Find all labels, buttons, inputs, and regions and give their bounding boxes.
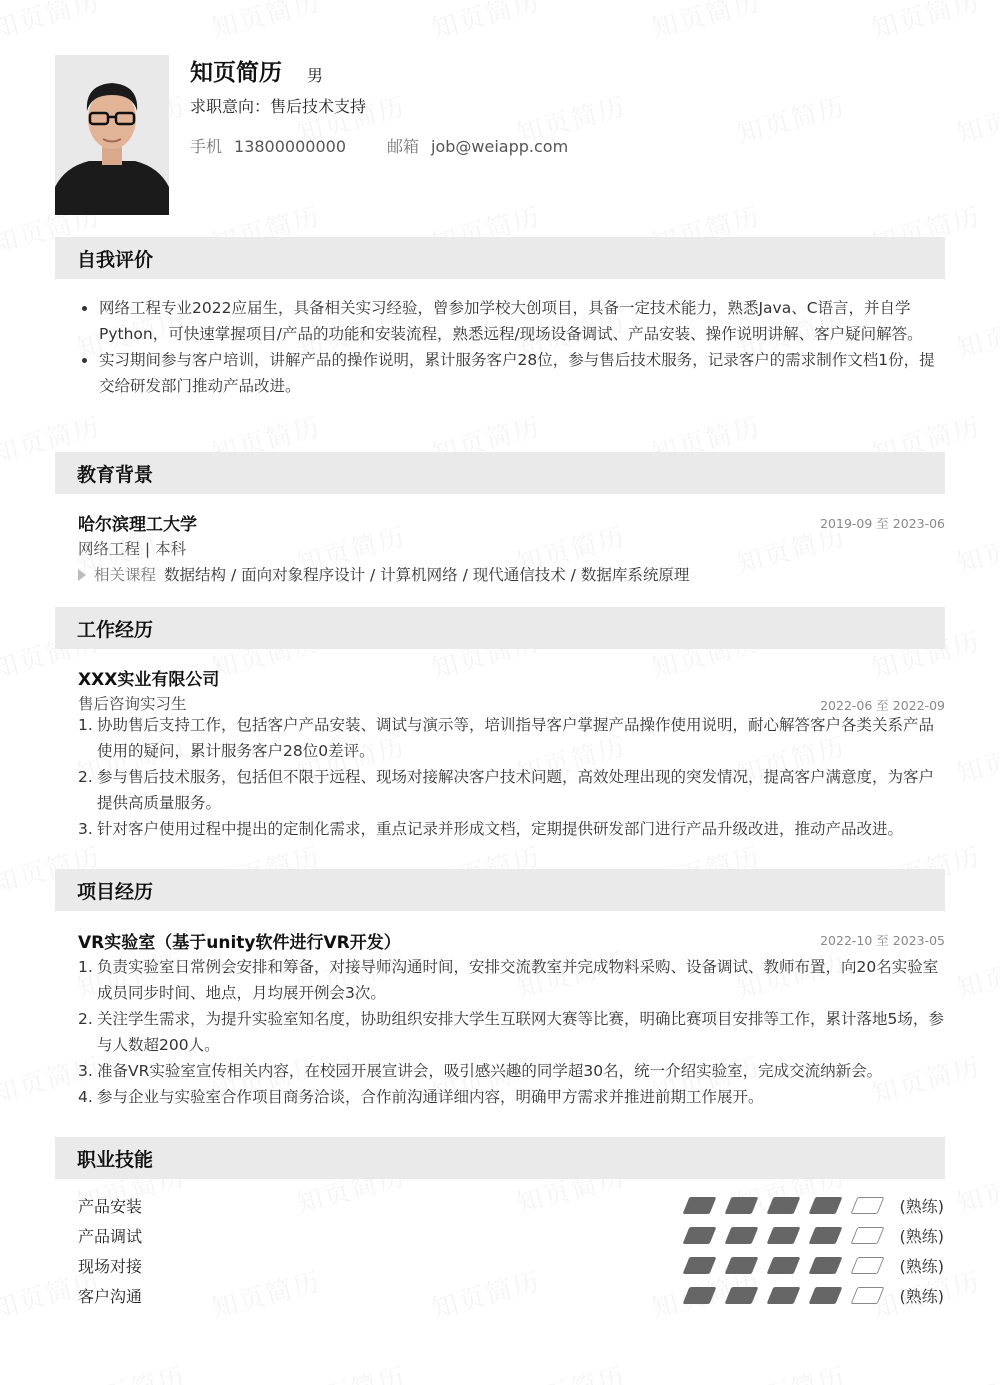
work-date: 2022-06 至 2022-09 [820, 698, 945, 713]
watermark-text [952, 301, 1000, 366]
item-text: 准备VR实验室宣传相关内容，在校园开展宣讲会，吸引感兴趣的同学超30名，统一介绍实验室，完成交流纳新会。 [97, 1062, 883, 1080]
item-text: 负责实验室日常例会安排和筹备，对接导师沟通时间，安排交流教室并完成物料采购、设备调试、教师布置，向20名实验室成员同步时间、地点，月均展开例会3次。 [97, 958, 939, 1002]
person-avatar-icon [55, 55, 169, 215]
profile-photo [55, 55, 169, 215]
watermark-text [207, 0, 325, 46]
skill-level-label: (熟练) [899, 1227, 944, 1246]
skill-bar-filled [809, 1287, 843, 1304]
skill-level-label: (熟练) [899, 1197, 944, 1216]
skill-bar-filled [767, 1257, 801, 1274]
watermark-text [427, 0, 545, 46]
item-text: 参与售后技术服务，包括但不限于远程、现场对接解决客户技术问题，高效处理出现的突发情况，提高客户满意度，为客户提供高质量服务。 [97, 768, 935, 812]
watermark-text [952, 1356, 1000, 1385]
skill-bar-filled [683, 1197, 717, 1214]
skill-name: 现场对接 [78, 1257, 143, 1276]
section-title: 项目经历 [77, 881, 154, 903]
candidate-name: 知页简历 [190, 60, 282, 86]
job-intent [190, 94, 366, 117]
work-duty-list [78, 712, 946, 842]
email-label: 邮箱 [387, 137, 420, 156]
skill-row [78, 1222, 944, 1248]
skill-bar-empty [851, 1197, 885, 1214]
item-number: 2. [78, 1010, 93, 1028]
item-number: 1. [78, 958, 93, 976]
skill-bar-filled [725, 1197, 759, 1214]
skill-level-bars [678, 1227, 878, 1245]
section-header-self-eval [55, 237, 945, 279]
skill-bar-filled [809, 1227, 843, 1244]
skill-name: 客户沟通 [78, 1287, 143, 1306]
watermark-text [867, 0, 985, 46]
item-text: 关注学生需求，为提升实验室知名度，协助组织安排大学生互联网大赛等比赛，明确比赛项目安排等工作，累计落地5场，参与人数超200人。 [97, 1010, 944, 1054]
contact-email [387, 134, 568, 157]
skill-level-bars [678, 1197, 878, 1215]
skill-name: 产品调试 [78, 1227, 143, 1246]
project-name: VR实验室（基于unity软件进行VR开发） [78, 933, 401, 953]
skill-bar-filled [809, 1197, 843, 1214]
triangle-right-icon [78, 569, 86, 581]
section-title: 教育背景 [77, 464, 154, 486]
watermark-text [732, 86, 850, 151]
project-date: 2022-10 至 2023-05 [820, 933, 945, 948]
contact-phone [190, 134, 346, 157]
list-item [78, 764, 946, 816]
skill-level-bars [678, 1287, 878, 1305]
education-major: 网络工程 | 本科 [78, 540, 187, 558]
item-number: 2. [78, 768, 93, 786]
section-header-education [55, 452, 945, 494]
list-item [78, 1084, 946, 1110]
section-header-work [55, 607, 945, 649]
job-intent-label: 求职意向： [190, 97, 271, 116]
watermark-text [952, 1156, 1000, 1221]
skill-level-label: (熟练) [899, 1287, 944, 1306]
list-item [78, 954, 946, 1006]
company-name: XXX实业有限公司 [78, 670, 220, 690]
section-title: 工作经历 [77, 619, 154, 641]
list-item [78, 712, 946, 764]
course-line [78, 563, 689, 585]
watermark-text [292, 1356, 410, 1385]
skill-level-label: (熟练) [899, 1257, 944, 1276]
item-number: 4. [78, 1088, 93, 1106]
email-value: job@weiapp.com [431, 137, 569, 156]
skill-row [78, 1252, 944, 1278]
watermark-text [952, 86, 1000, 151]
watermark-text [952, 516, 1000, 581]
watermark-text [72, 1356, 190, 1385]
section-title: 自我评价 [77, 249, 154, 271]
skill-bar-filled [767, 1197, 801, 1214]
skill-bar-filled [809, 1257, 843, 1274]
skill-bar-filled [683, 1257, 717, 1274]
skill-row [78, 1282, 944, 1308]
watermark-text [512, 1356, 630, 1385]
skill-name: 产品安装 [78, 1197, 143, 1216]
project-duty-list [78, 954, 946, 1110]
school-name: 哈尔滨理工大学 [78, 515, 197, 535]
item-number: 3. [78, 1062, 93, 1080]
skill-bar-filled [725, 1287, 759, 1304]
skill-bar-filled [683, 1227, 717, 1244]
course-label: 相关课程 [94, 566, 157, 584]
watermark-text [647, 0, 765, 46]
list-item: 网络工程专业2022应届生，具备相关实习经验，曾参加学校大创项目，具备一定技术能力，熟悉Java、C语言，并自学Python，可快速掌握项目/产品的功能和安装流程，熟悉远程/现场设备调试、产品安装、操作说明讲解、客户疑问解答。 [78, 295, 944, 347]
course-list: 数据结构 / 面向对象程序设计 / 计算机网络 / 现代通信技术 / 数据库系统原理 [164, 566, 690, 584]
watermark-text [952, 941, 1000, 1006]
list-item [78, 816, 946, 842]
skill-level-bars [678, 1257, 878, 1275]
skill-bar-filled [767, 1227, 801, 1244]
skill-bar-empty [851, 1227, 885, 1244]
education-date: 2019-09 至 2023-06 [820, 516, 945, 531]
item-text: 针对客户使用过程中提出的定制化需求，重点记录并形成文档，定期提供研发部门进行产品升级改进，推动产品改进。 [97, 820, 904, 838]
skill-bar-filled [725, 1257, 759, 1274]
section-title: 职业技能 [77, 1149, 154, 1171]
skill-bar-empty [851, 1257, 885, 1274]
item-number: 1. [78, 716, 93, 734]
watermark-text [732, 1356, 850, 1385]
work-role: 售后咨询实习生 [78, 695, 187, 713]
list-item [78, 1058, 946, 1084]
self-eval-list [78, 295, 944, 399]
item-number: 3. [78, 820, 93, 838]
list-item [78, 1006, 946, 1058]
skill-bar-filled [725, 1227, 759, 1244]
item-text: 参与企业与实验室合作项目商务洽谈，合作前沟通详细内容，明确甲方需求并推进前期工作展开。 [97, 1088, 764, 1106]
section-header-skills [55, 1137, 945, 1179]
phone-label: 手机 [190, 137, 223, 156]
skill-bar-filled [767, 1287, 801, 1304]
item-text: 协助售后支持工作，包括客户产品安装、调试与演示等，培训指导客户掌握产品操作使用说明，耐心解答客户各类关系产品使用的疑问，累计服务客户28位0差评。 [97, 716, 935, 760]
candidate-gender: 男 [307, 66, 324, 85]
section-header-project [55, 869, 945, 911]
list-item: 实习期间参与客户培训，讲解产品的操作说明，累计服务客户28位，参与售后技术服务，记录客户的需求制作文档1份，提交给研发部门推动产品改进。 [78, 347, 944, 399]
skill-row [78, 1192, 944, 1218]
watermark-text [952, 726, 1000, 791]
phone-value: 13800000000 [234, 137, 346, 156]
watermark-text [0, 0, 105, 46]
skill-bar-filled [683, 1287, 717, 1304]
job-intent-value: 售后技术支持 [270, 97, 367, 116]
skill-bar-empty [851, 1287, 885, 1304]
